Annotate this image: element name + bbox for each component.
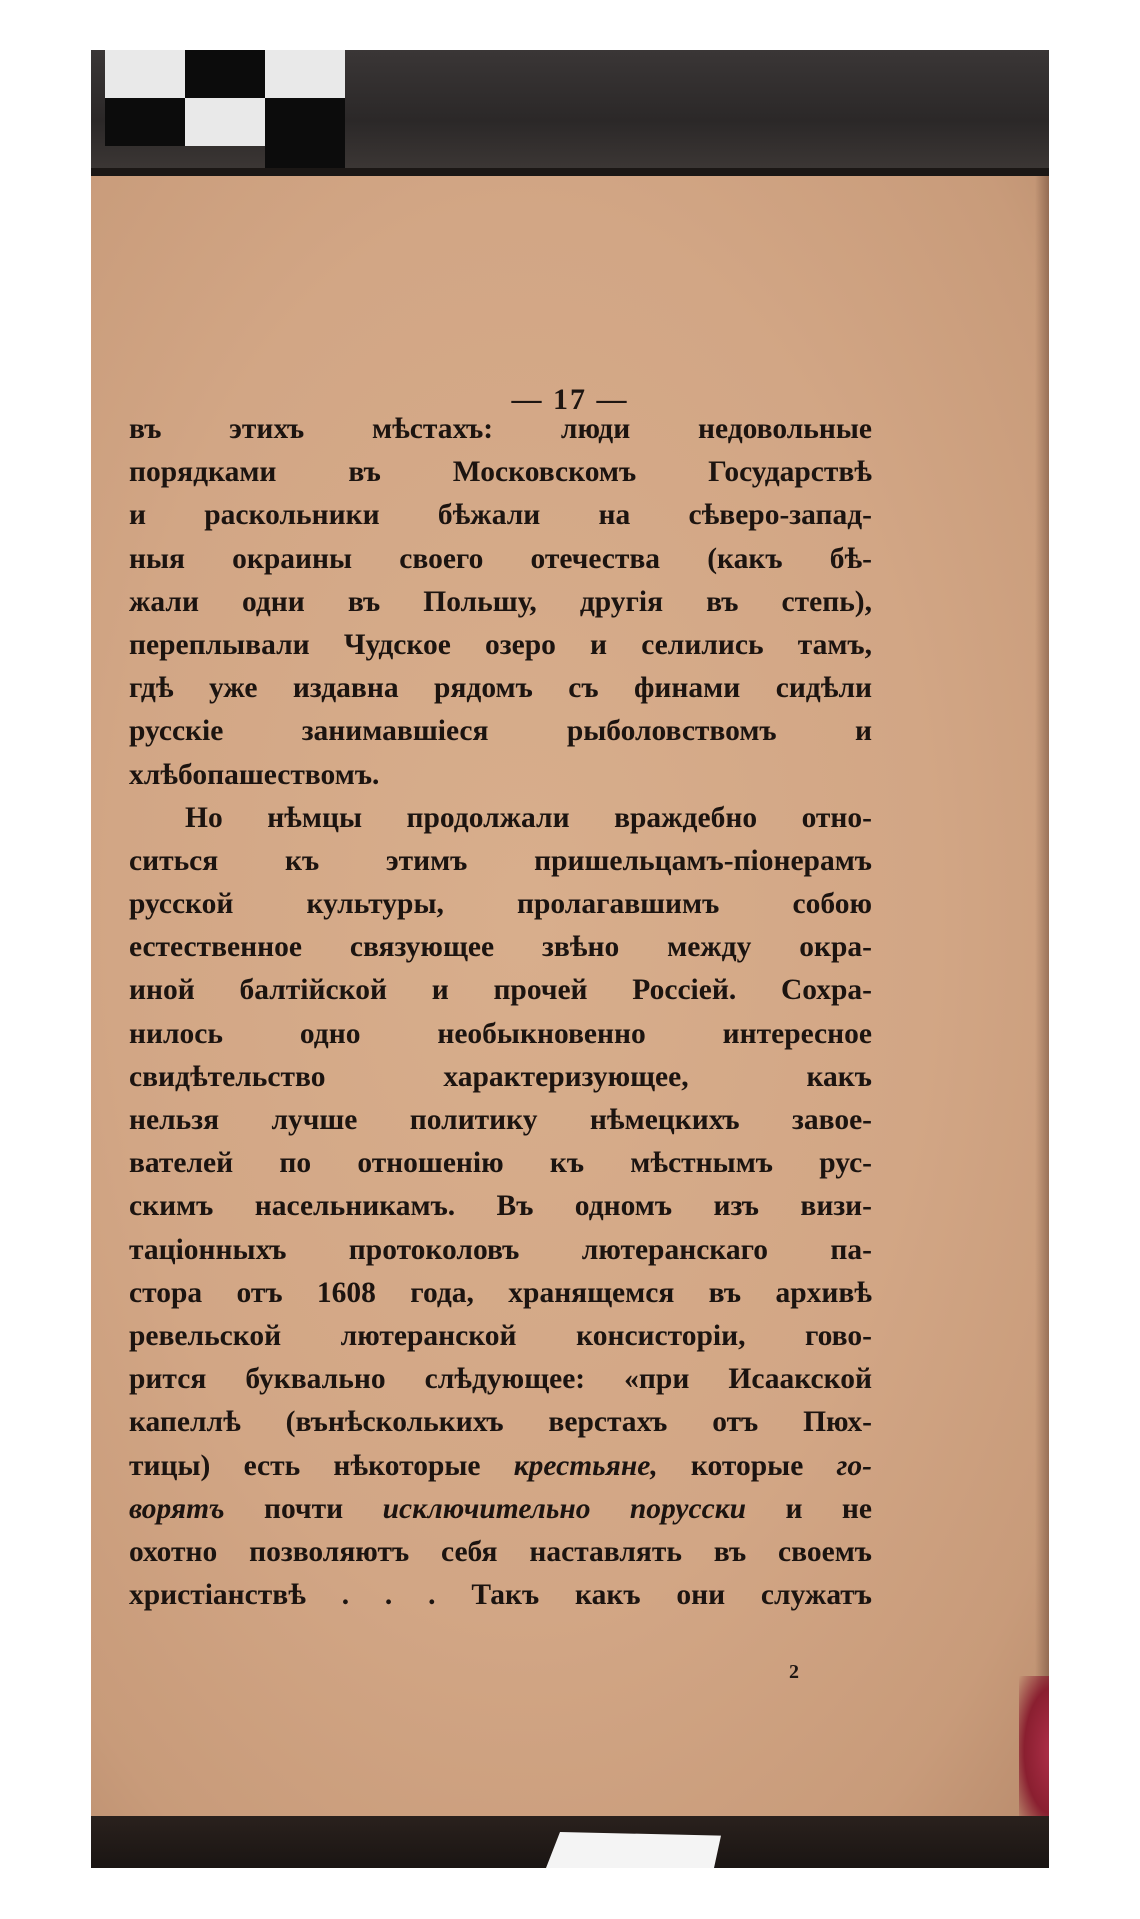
text-segment: русской культуры, пролагавшимъ собою [129, 888, 872, 921]
target-square [265, 50, 345, 98]
text-segment: порядками въ Московскомъ Государствѣ [129, 456, 872, 489]
text-segment: въ этихъ мѣстахъ: люди недовольные [129, 413, 872, 445]
text-line [129, 797, 872, 840]
book-page [91, 176, 1049, 1816]
calibration-target [105, 50, 345, 168]
text-segment: капеллѣ (вънѣсколькихъ верстахъ отъ Пюх- [129, 1406, 872, 1439]
text-segment: охотно позволяютъ себя наставлять въ своемъ [129, 1535, 872, 1568]
text-segment: почти [224, 1492, 383, 1525]
text-line [129, 1315, 872, 1358]
italic-text-segment: крестьяне, [513, 1449, 658, 1482]
text-line [129, 1056, 872, 1099]
text-segment: которые [657, 1449, 837, 1482]
text-line [129, 408, 872, 451]
signature-mark: 2 [789, 1661, 799, 1683]
text-segment: тицы) есть нѣкоторые [129, 1449, 514, 1482]
text-line [129, 1013, 872, 1056]
page-edge-shadow [1035, 176, 1049, 1816]
page-body-text [129, 408, 872, 1617]
italic-text-segment: ворятъ [129, 1492, 225, 1525]
text-line [129, 710, 872, 753]
red-marker [1019, 1676, 1049, 1826]
text-line [129, 1358, 872, 1401]
text-segment: свидѣтельство характеризующее, какъ [129, 1060, 872, 1093]
text-segment: нилось одно необыкновенно интересное [129, 1017, 872, 1050]
page-number: — 17 — [511, 383, 629, 416]
text-line [129, 451, 872, 494]
text-segment: и раскольники бѣжали на сѣверо-запад- [129, 499, 872, 532]
target-square [185, 98, 265, 146]
text-segment: таціонныхъ протоколовъ лютеранскаго па- [129, 1233, 872, 1266]
text-segment: скимъ насельникамъ. Въ одномъ изъ визи- [129, 1190, 872, 1223]
scan-bottom-tab [546, 1832, 721, 1868]
text-segment: и не [746, 1492, 873, 1525]
text-line [129, 969, 872, 1012]
text-line [129, 581, 872, 624]
text-line [129, 1574, 872, 1617]
text-line [129, 667, 872, 710]
text-line [129, 538, 872, 581]
text-segment: христіанствѣ . . . Такъ какъ они служатъ [129, 1579, 872, 1612]
text-segment: нельзя лучше политику нѣмецкихъ завое- [129, 1104, 872, 1136]
target-square [265, 98, 345, 168]
target-square [105, 98, 185, 146]
text-segment: переплывали Чудское озеро и селились тамъ, [129, 628, 872, 661]
text-line [129, 1488, 872, 1531]
text-segment: хлѣбопашествомъ. [129, 758, 380, 791]
text-line [129, 1401, 872, 1444]
text-line [129, 624, 872, 667]
text-segment: стора отъ 1608 года, хранящемся въ архивѣ [129, 1276, 872, 1309]
text-line [129, 926, 872, 969]
text-segment: вателей по отношенію къ мѣстнымъ рус- [129, 1147, 872, 1180]
text-line [129, 840, 872, 883]
text-line [129, 1272, 872, 1315]
target-square [105, 50, 185, 98]
text-segment: иной балтійской и прочей Россіей. Сохра- [129, 974, 872, 1007]
text-segment: русскіе занимавшіеся рыболовствомъ и [129, 715, 872, 748]
text-line [129, 494, 872, 537]
text-segment: естественное связующее звѣно между окра- [129, 931, 872, 964]
text-segment: Но нѣмцы продолжали враждебно отно- [185, 801, 872, 834]
text-segment: жали одни въ Польшу, другія въ степь), [129, 585, 872, 618]
text-line [129, 883, 872, 926]
text-line [129, 1531, 872, 1574]
text-line [129, 754, 872, 797]
target-square [185, 50, 265, 98]
text-line [129, 1229, 872, 1272]
text-segment: ревельской лютеранской консисторіи, гово- [129, 1319, 872, 1352]
italic-text-segment: го- [836, 1449, 872, 1482]
text-segment: гдѣ уже издавна рядомъ съ финами сидѣли [129, 672, 872, 705]
scan-top-strip [91, 50, 1049, 168]
text-line [129, 1445, 872, 1488]
text-line [129, 1099, 872, 1142]
text-segment: ситься къ этимъ пришельцамъ-піонерамъ [129, 844, 872, 877]
text-line [129, 1142, 872, 1185]
text-line [129, 1185, 872, 1228]
text-segment: рится буквально слѣдующее: «при Исаакской [129, 1363, 872, 1396]
scanned-page-frame [91, 50, 1049, 1868]
italic-text-segment: исключительно порусски [382, 1492, 747, 1525]
text-segment: ныя окраины своего отечества (какъ бѣ- [129, 542, 872, 575]
